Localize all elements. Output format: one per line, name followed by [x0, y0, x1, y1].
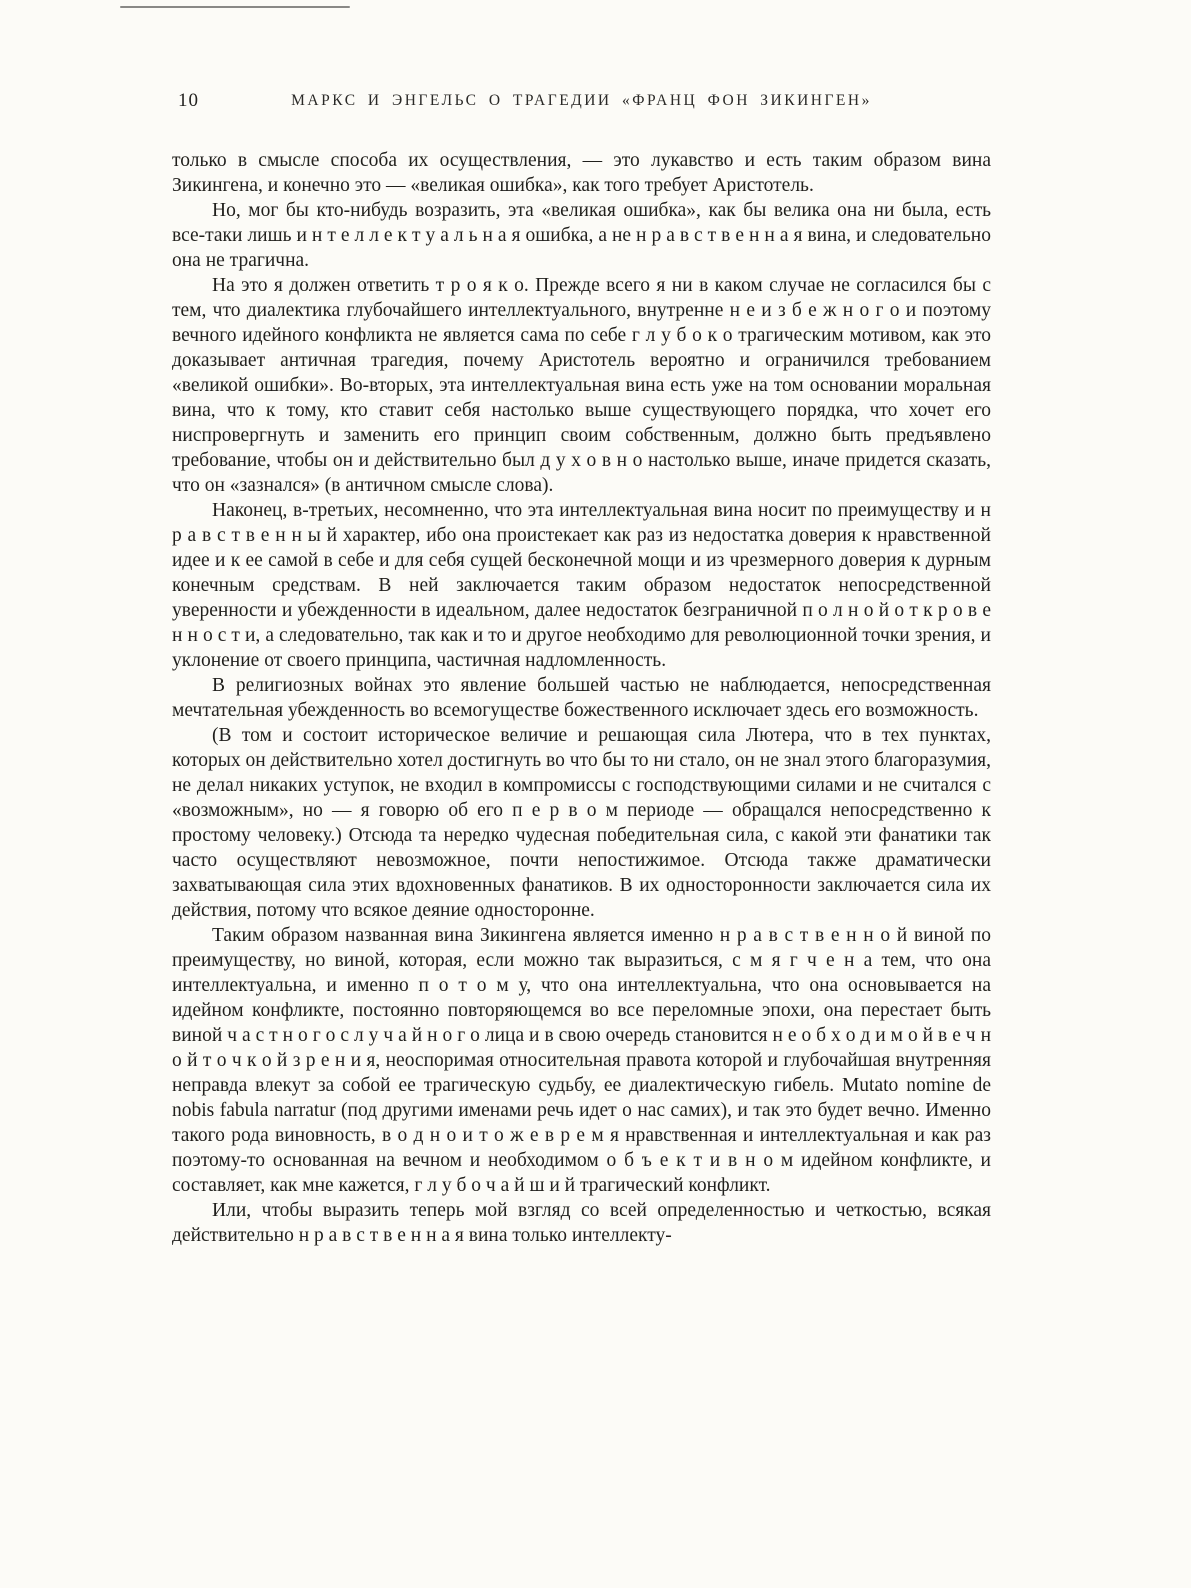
paragraph: На это я должен ответить т р о я к о. Прежде всего я ни в каком случае не согласился бы с тем, что диалектика глубочайшего интеллектуального, внутренне н е и з б е ж н о г о и поэтому вечного идейного конфликта не является сама по себе г л у б о к о трагическим мотивом, как это доказывает античная трагедия, почему Аристотель вероятно и ограничился требованием «великой ошибки». Во-вторых, эта интеллектуальная вина есть уже на том основании моральная вина, что к тому, кто ставит себя настолько выше существующего порядка, что хочет его ниспровергнуть и заменить его принцип своим собственным, должно быть предъявлено требование, чтобы он и действительно был д у х о в н о настолько выше, иначе придется сказать, что он «зазнался» (в античном смысле слова).	[172, 275, 991, 496]
paragraph: В религиозных войнах это явление большей частью не наблюдается, непосредственная мечтательная убежденность во всемогуществе божественного исключает здесь его возможность.	[172, 675, 991, 721]
page-number: 10	[178, 90, 199, 111]
body-text	[172, 148, 991, 1248]
running-head: МАРКС И ЭНГЕЛЬС О ТРАГЕДИИ «ФРАНЦ ФОН ЗИКИНГЕН»	[291, 92, 872, 109]
paragraph: Наконец, в-третьих, несомненно, что эта интеллектуальная вина носит по преимуществу и н р а в с т в е н н ы й характер, ибо она проистекает как раз из недостатка доверия к нравственной идее и к ее самой в себе и для себя сущей бесконечной мощи и из чрезмерного доверия к дурным конечным средствам. В ней заключается таким образом недостаток непосредственной уверенности и убежденности в идеальном, далее недостаток безграничной п о л н о й о т к р о в е н н о с т и, а следовательно, так как и то и другое необходимо для революционной точки зрения, и уклонение от своего принципа, частичная надломленность.	[172, 500, 991, 671]
paragraph: Но, мог бы кто-нибудь возразить, эта «великая ошибка», как бы велика она ни была, есть все-таки лишь и н т е л л е к т у а л ь н а я ошибка, а не н р а в с т в е н н а я вина, и следовательно она не трагична.	[172, 200, 991, 271]
page-header	[172, 0, 991, 122]
paragraph: (В том и состоит историческое величие и решающая сила Лютера, что в тех пунктах, которых он действительно хотел достигнуть во что бы то ни стало, он не знал этого благоразумия, не делал никаких уступок, не входил в компромиссы с господствующими силами и не считался с «возможным», но — я говорю об его п е р в о м периоде — обращался непосредственно к простому человеку.) Отсюда та нередко чудесная победительная сила, с какой эти фанатики так часто осуществляют невозможное, почти непостижимое. Отсюда также драматически захватывающая сила этих вдохновенных фанатиков. В их односторонности заключается сила их действия, потому что всякое деяние односторонне.	[172, 725, 991, 921]
paragraph: Таким образом названная вина Зикингена является именно н р а в с т в е н н о й виной по преимуществу, но виной, которая, если можно так выразиться, с м я г ч е н а тем, что она интеллектуальна, и именно п о т о м у, что она интеллектуальна, что она основывается на идейном конфликте, постоянно повторяющемся во все переломные эпохи, она перестает быть виной ч а с т н о г о с л у ч а й н о г о лица и в свою очередь становится н е о б х о д и м о й в е ч н о й т о ч к о й з р е н и я, неоспоримая относительная правота которой и глубочайшая внутренняя неправда влекут за собой ее трагическую судьбу, ее диалектическую гибель. Mutato nomine de nobis fabula narratur (под другими именами речь идет о нас самих), и так это будет вечно. Именно такого рода виновность, в о д н о и т о ж е в р е м я нравственная и интеллектуальная и как раз поэтому-то основанная на вечном и необходимом о б ъ е к т и в н о м идейном конфликте, и составляет, как мне кажется, г л у б о ч а й ш и й трагический конфликт.	[172, 925, 991, 1196]
paragraph: Или, чтобы выразить теперь мой взгляд со всей определенностью и четкостью, всякая действительно н р а в с т в е н н а я вина только интеллекту-	[172, 1200, 991, 1246]
paragraph: только в смысле способа их осуществления, — это лукавство и есть таким образом вина Зикингена, и конечно это — «великая ошибка», как того требует Аристотель.	[172, 150, 991, 196]
